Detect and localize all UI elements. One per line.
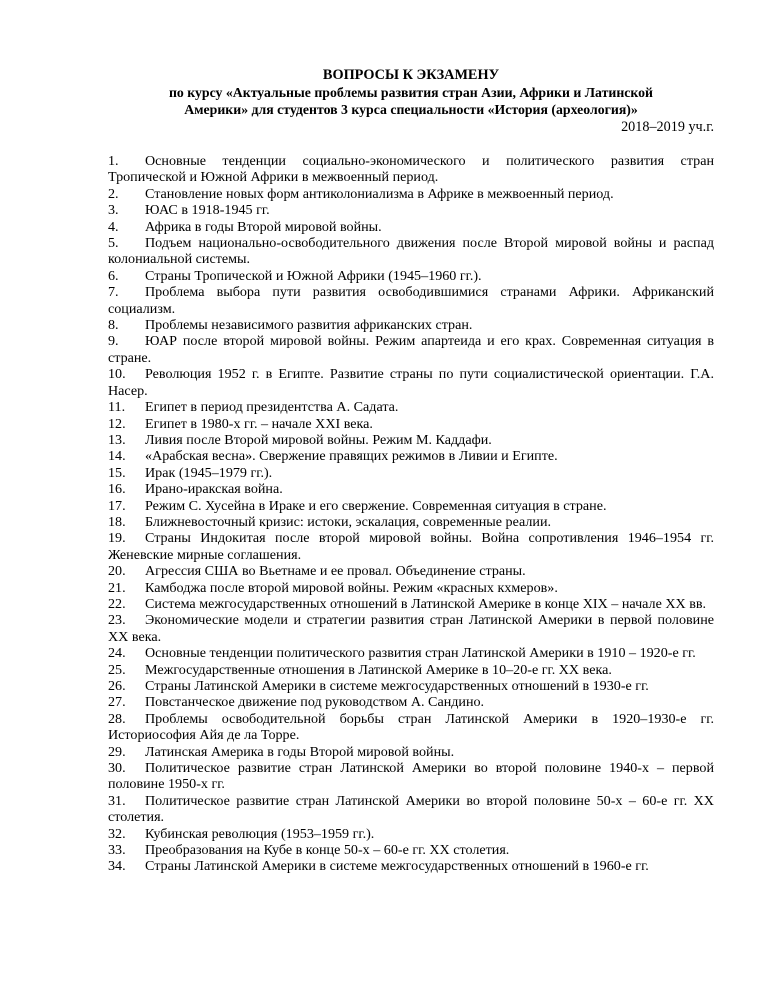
question-text: «Арабская весна». Свержение правящих режимов в Ливии и Египте. [145, 448, 558, 465]
question-item [108, 530, 714, 563]
question-text: Повстанческое движение под руководством А. Сандино. [145, 694, 485, 711]
question-text: Ближневосточный кризис: истоки, эскалация, современные реалии. [145, 513, 552, 530]
question-text: Экономические модели и стратегии развития стран Латинской Америки в первой половине XX века. [108, 612, 714, 645]
question-text: Египет в 1980-х гг. – начале XXI века. [145, 415, 373, 432]
question-item [108, 202, 714, 218]
question-item [108, 432, 714, 448]
question-text: Основные тенденции социально-экономического и политического развития стран Тропической и Южной Африки в межвоенный период. [108, 153, 714, 186]
question-number: 6. [108, 267, 119, 284]
question-item [108, 694, 714, 710]
question-item [108, 448, 714, 464]
question-number: 12. [108, 415, 126, 432]
question-number: 30. [108, 760, 126, 777]
question-number: 14. [108, 448, 126, 465]
course-subtitle-line-1: по курсу «Актуальные проблемы развития стран Азии, Африки и Латинской [168, 85, 654, 100]
question-text: Подъем национально-освободительного движения после Второй мировой войны и распад колониальной системы. [108, 235, 714, 268]
question-text: Страны Тропической и Южной Африки (1945–1960 гг.). [145, 267, 482, 284]
question-item [108, 826, 714, 842]
question-item [108, 317, 714, 333]
question-number: 18. [108, 513, 126, 530]
question-text: Кубинская революция (1953–1959 гг.). [145, 825, 375, 842]
question-number: 32. [108, 825, 126, 842]
question-number: 22. [108, 595, 126, 612]
question-item [108, 744, 714, 760]
question-number: 17. [108, 497, 126, 514]
question-text: Африка в годы Второй мировой войны. [145, 218, 382, 235]
question-item [108, 153, 714, 186]
question-number: 5. [108, 235, 119, 252]
question-text: Страны Латинской Америки в системе межгосударственных отношений в 1930-е гг. [145, 678, 649, 694]
question-number: 25. [108, 661, 126, 678]
question-text: Египет в период президентства А. Садата. [145, 399, 399, 416]
question-number: 23. [108, 612, 126, 629]
question-item [108, 399, 714, 415]
question-text: Межгосударственные отношения в Латинской Америке в 10–20-е гг. XX века. [145, 661, 612, 678]
question-item [108, 235, 714, 268]
question-number: 2. [108, 185, 119, 202]
question-item [108, 793, 714, 826]
question-number: 26. [108, 678, 126, 694]
question-item [108, 842, 714, 858]
question-text: Проблемы освободительной борьбы стран Латинской Америки в 1920–1930-е гг. Историософия Айя де ла Торре. [108, 710, 714, 744]
question-number: 10. [108, 366, 126, 383]
question-item [108, 678, 714, 694]
question-item [108, 284, 714, 317]
question-item [108, 333, 714, 366]
question-item [108, 612, 714, 645]
question-item [108, 514, 714, 530]
question-text: Ливия после Второй мировой войны. Режим М. Каддафи. [145, 431, 492, 448]
question-item [108, 711, 714, 744]
question-number: 16. [108, 481, 126, 498]
question-text: Проблема выбора пути развития освободившимися странами Африки. Африканский социализм. [108, 284, 714, 317]
question-text: Проблемы независимого развития африканских стран. [145, 317, 473, 334]
question-number: 4. [108, 218, 119, 235]
question-text: Страны Индокитая после второй мировой войны. Война сопротивления 1946–1954 гг. Женевские мирные соглашения. [108, 530, 714, 563]
question-item [108, 268, 714, 284]
question-item [108, 760, 714, 793]
academic-year: 2018–2019 уч.г. [621, 119, 714, 135]
question-text: Ирано-иракская война. [145, 481, 283, 498]
question-item [108, 465, 714, 481]
question-number: 27. [108, 694, 126, 711]
question-text: Агрессия США во Вьетнаме и ее провал. Объединение страны. [145, 563, 526, 580]
question-list [108, 153, 714, 875]
question-number: 33. [108, 842, 126, 859]
course-subtitle-line-2: Америки» для студентов 3 курса специальности «История (археология)» [184, 102, 638, 117]
question-text: Политическое развитие стран Латинской Америки во второй половине 50-х – 60-е гг. XX столетия. [108, 792, 714, 826]
question-item [108, 416, 714, 432]
question-number: 13. [108, 431, 126, 448]
question-text: Латинская Америка в годы Второй мировой войны. [145, 743, 455, 760]
question-text: ЮАС в 1918-1945 гг. [145, 202, 270, 219]
question-text: ЮАР после второй мировой войны. Режим апартеида и его крах. Современная ситуация в стране. [108, 333, 714, 366]
question-text: Политическое развитие стран Латинской Америки во второй половине 1940-х – первой половине 1950-х гг. [108, 760, 714, 793]
question-item [108, 186, 714, 202]
question-number: 29. [108, 743, 126, 760]
question-number: 19. [108, 530, 126, 547]
question-item [108, 498, 714, 514]
question-number: 24. [108, 645, 126, 662]
question-text: Камбоджа после второй мировой войны. Режим «красных кхмеров». [145, 579, 558, 596]
question-text: Основные тенденции политического развития стран Латинской Америки в 1910 – 1920-е гг. [145, 645, 696, 662]
question-item [108, 563, 714, 579]
question-text: Революция 1952 г. в Египте. Развитие страны по пути социалистической ориентации. Г.А. Насер. [108, 366, 714, 399]
question-item [108, 662, 714, 678]
question-number: 34. [108, 858, 126, 875]
question-text: Ирак (1945–1979 гг.). [145, 464, 273, 481]
question-item [108, 596, 714, 612]
question-text: Страны Латинской Америки в системе межгосударственных отношений в 1960-е гг. [145, 858, 649, 875]
question-item [108, 219, 714, 235]
question-text: Становление новых форм антиколониализма в Африке в межвоенный период. [145, 185, 614, 202]
question-text: Преобразования на Кубе в конце 50-х – 60-е гг. XX столетия. [145, 842, 510, 859]
question-item [108, 481, 714, 497]
question-number: 1. [108, 153, 119, 169]
question-number: 20. [108, 563, 126, 580]
question-text: Режим С. Хусейна в Ираке и его свержение. Современная ситуация в стране. [145, 497, 607, 514]
document-title: ВОПРОСЫ К ЭКЗАМЕНУ [322, 67, 500, 83]
question-number: 11. [108, 399, 126, 416]
question-item [108, 366, 714, 399]
question-number: 8. [108, 317, 119, 334]
question-text: Система межгосударственных отношений в Латинской Америке в конце XIX – начале XX вв. [145, 595, 707, 612]
document-header [108, 66, 714, 118]
question-number: 9. [108, 333, 119, 350]
question-number: 3. [108, 202, 119, 219]
question-item [108, 858, 714, 874]
question-number: 7. [108, 284, 119, 301]
question-number: 21. [108, 579, 126, 596]
question-number: 28. [108, 710, 126, 727]
question-item [108, 645, 714, 661]
question-item [108, 580, 714, 596]
question-number: 15. [108, 464, 126, 481]
question-number: 31. [108, 792, 126, 809]
